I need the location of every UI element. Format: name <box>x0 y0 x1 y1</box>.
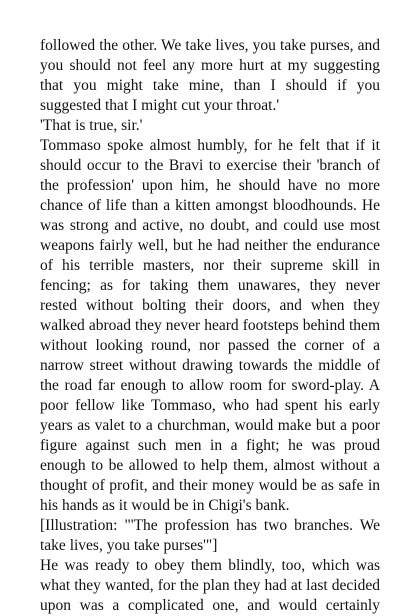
paragraph-2: 'That is true, sir.' <box>40 117 143 134</box>
paragraph-3: Tommaso spoke almost humbly, for he felt that if it should occur to the Bravi to exercise their 'branch of the profession' upon him, he should have no more chance of life than a kitten amongst bloodhounds. He was strong and active, no doubt, and could use most weapons fairly well, but he had neither the endurance of his terrible masters, nor their supreme skill in fencing; as for taking them unawares, they never rested without bolting their doors, and when they walked abroad they never heard footsteps behind them without looking round, nor passed the corner of a narrow street without drawing towards the middle of the road far enough to allow room for sword-play. A poor fellow like Tommaso, who had spent his early years as valet to a churchman, would make but a poor figure against such men in a fight; he was proud enough to be allowed to help them, almost without a thought of profit, and their money would be as safe in his hands as it would be in Chigi's bank. <box>40 137 380 514</box>
illustration-caption: [Illustration: "'The profession has two branches. We take lives, you take purses'"] <box>40 517 380 554</box>
paragraph-4: He was ready to obey them blindly, too, which was what they wanted, for the plan they had at last decided upon was a complicated one, and would certainly <box>40 557 380 614</box>
paragraph-1: followed the other. We take lives, you take purses, and you should not feel any more hurt at my suggesting that you might take mine, than I should if you suggested that I might cut your throat.' <box>40 37 380 114</box>
page-text <box>40 36 380 616</box>
